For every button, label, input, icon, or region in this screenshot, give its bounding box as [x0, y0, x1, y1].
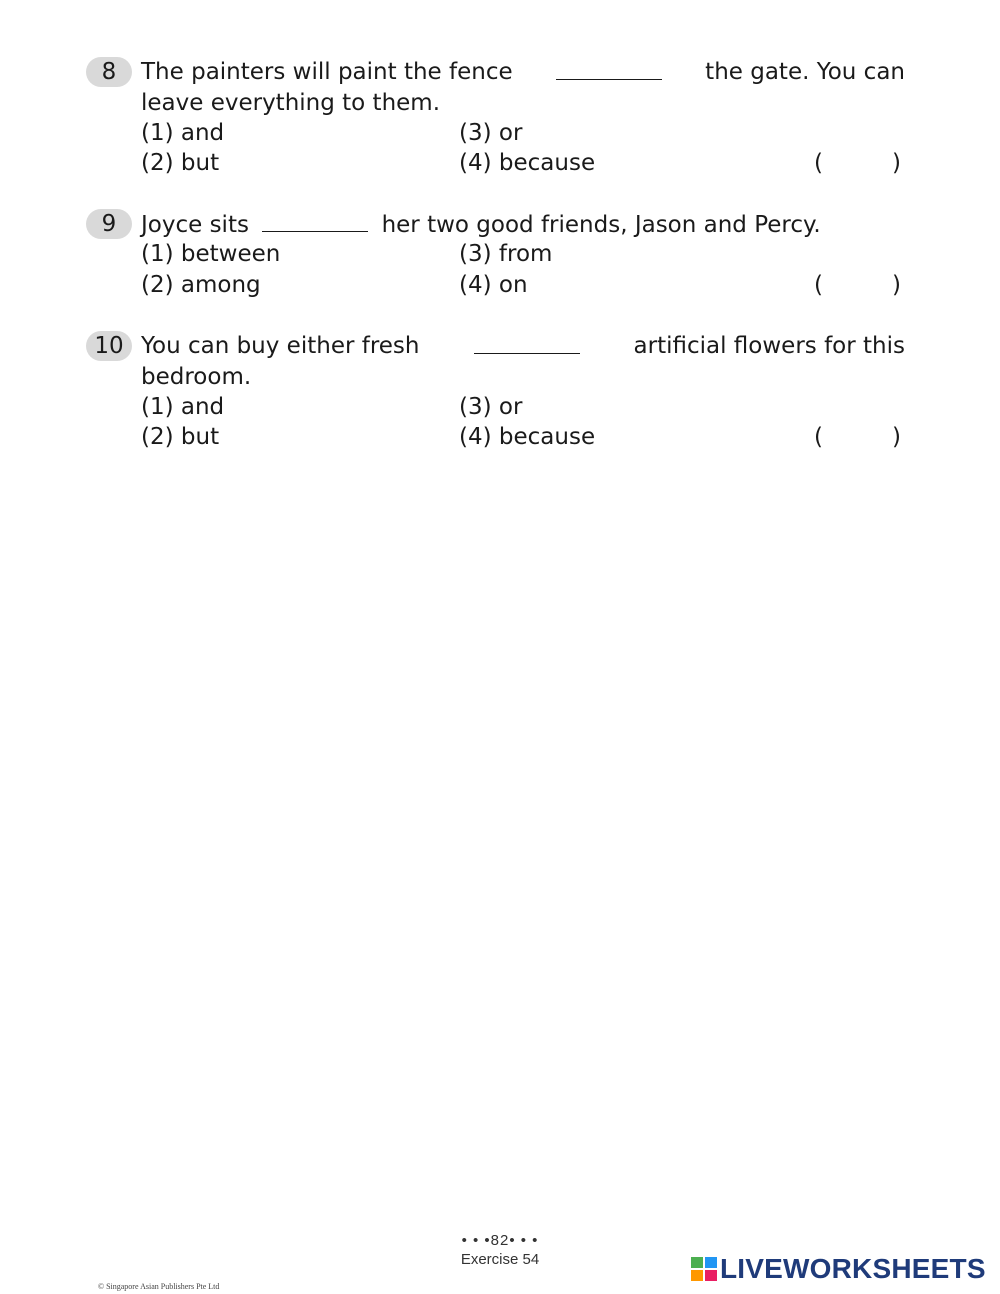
question-stem-line1: [141, 209, 881, 240]
answer-box[interactable]: [830, 148, 888, 178]
option-4[interactable]: (4) on: [459, 272, 528, 298]
question-stem-line1: [141, 57, 905, 87]
copyright-notice: © Singapore Asian Publishers Pte Ltd: [98, 1282, 220, 1291]
liveworksheets-logo-icon: [690, 1256, 718, 1282]
option-1[interactable]: (1) and: [141, 120, 225, 146]
stem-text-after: artificial flowers for this: [633, 333, 905, 359]
stem-text-before: Joyce sits: [141, 212, 249, 238]
question-number-badge: 10: [86, 331, 132, 361]
stem-text-before: You can buy either fresh: [141, 333, 420, 359]
answer-paren-close: ): [892, 424, 901, 450]
stem-text-after: her two good friends, Jason and Percy.: [381, 212, 821, 238]
option-2[interactable]: (2) among: [141, 272, 261, 298]
stem-text-before: The painters will paint the fence: [141, 59, 513, 85]
answer-paren-close: ): [892, 150, 901, 176]
question-number-badge: 8: [86, 57, 132, 87]
liveworksheets-logo-text: LIVEWORKSHEETS: [720, 1253, 986, 1284]
answer-blank[interactable]: [474, 331, 580, 354]
option-2[interactable]: (2) but: [141, 424, 220, 450]
option-1[interactable]: (1) between: [141, 241, 281, 267]
page-number: • • •82• • •: [461, 1232, 539, 1249]
answer-paren-open: (: [814, 424, 823, 450]
answer-blank[interactable]: [556, 57, 662, 80]
option-4[interactable]: (4) because: [459, 424, 596, 450]
exercise-label: Exercise 54: [460, 1251, 540, 1268]
question-stem-line2: leave everything to them.: [141, 90, 441, 116]
option-3[interactable]: (3) from: [459, 241, 553, 267]
answer-box[interactable]: [830, 422, 888, 452]
option-3[interactable]: (3) or: [459, 120, 523, 146]
liveworksheets-logo[interactable]: [690, 1254, 986, 1284]
option-1[interactable]: (1) and: [141, 394, 225, 420]
answer-paren-open: (: [814, 272, 823, 298]
question-stem-line2: bedroom.: [141, 364, 252, 390]
answer-blank[interactable]: [262, 209, 368, 232]
stem-text-after: the gate. You can: [705, 59, 905, 85]
answer-paren-close: ): [892, 272, 901, 298]
option-3[interactable]: (3) or: [459, 394, 523, 420]
question-stem-line1: [141, 331, 905, 361]
answer-box[interactable]: [830, 270, 888, 300]
option-2[interactable]: (2) but: [141, 150, 220, 176]
option-4[interactable]: (4) because: [459, 150, 596, 176]
answer-paren-open: (: [814, 150, 823, 176]
question-number-badge: 9: [86, 209, 132, 239]
